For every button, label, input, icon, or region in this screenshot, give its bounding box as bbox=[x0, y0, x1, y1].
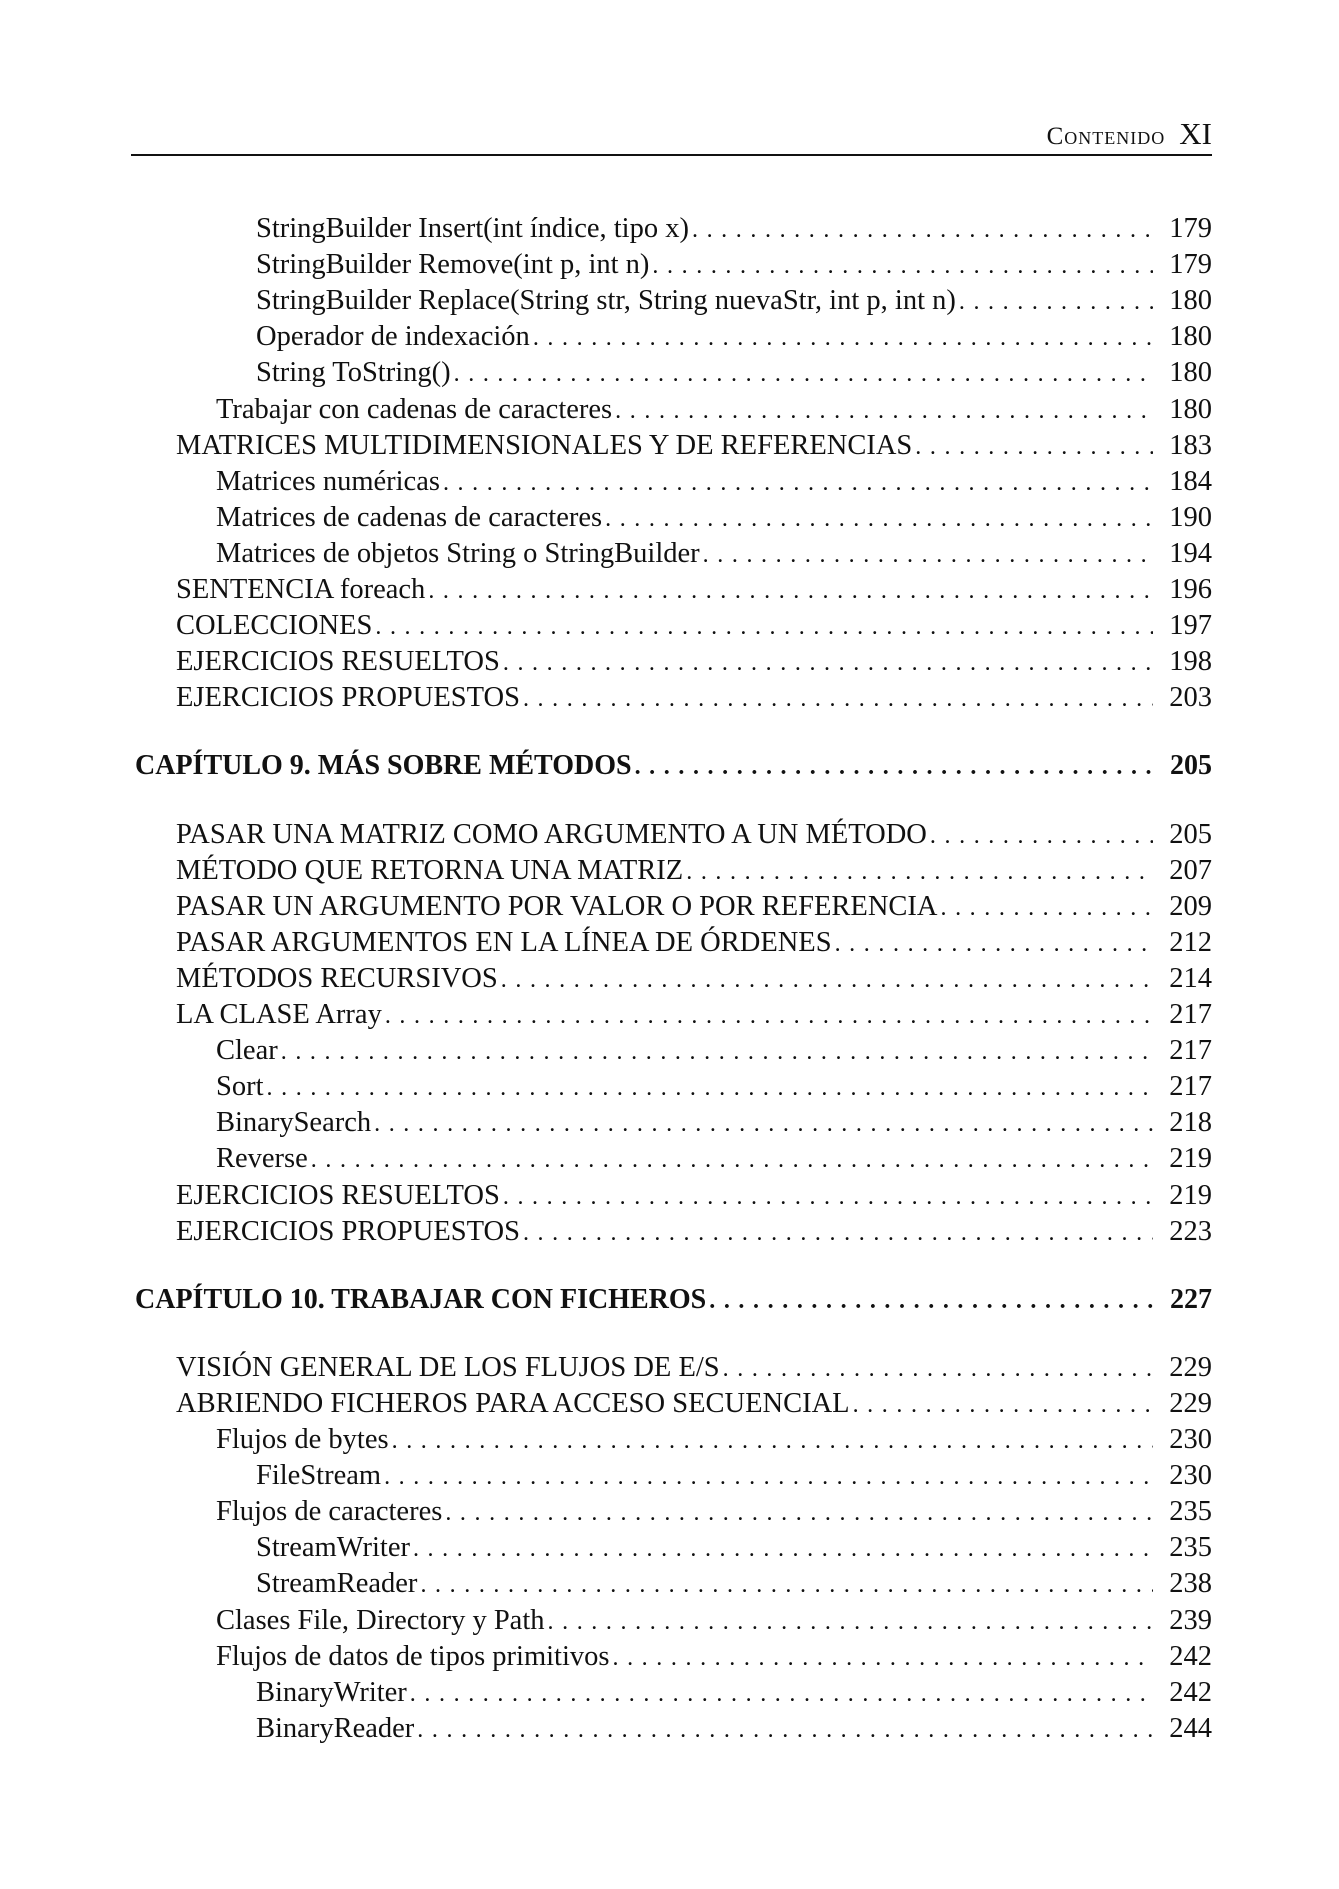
toc-entry-title: String ToString() bbox=[256, 357, 451, 389]
toc-entry-title: Matrices de objetos String o StringBuilder bbox=[216, 537, 700, 569]
toc-leader-dots bbox=[915, 429, 1153, 465]
toc-entry-title: BinaryWriter bbox=[256, 1676, 407, 1708]
toc-entry-title: VISIÓN GENERAL DE LOS FLUJOS DE E/S bbox=[176, 1351, 720, 1383]
toc-entry-page: 235 bbox=[1169, 1496, 1212, 1528]
toc-entry bbox=[0, 1141, 1212, 1177]
toc-entry-page: 230 bbox=[1169, 1460, 1212, 1492]
toc-leader-dots bbox=[615, 393, 1153, 429]
toc-entry-title: EJERCICIOS PROPUESTOS bbox=[176, 682, 520, 714]
toc-entry-page: 227 bbox=[1170, 1283, 1212, 1315]
toc-entry-title: EJERCICIOS RESUELTOS bbox=[176, 1179, 500, 1211]
toc-leader-dots bbox=[940, 890, 1153, 926]
running-head-label: Contenido bbox=[1046, 123, 1166, 150]
toc-leader-dots bbox=[503, 1179, 1153, 1215]
toc-entry-page: 184 bbox=[1169, 465, 1212, 497]
toc-entry bbox=[0, 997, 1212, 1033]
toc-entry-page: 194 bbox=[1169, 537, 1212, 569]
toc-leader-dots bbox=[417, 1712, 1153, 1748]
toc-entry bbox=[0, 1033, 1212, 1069]
toc-entry-page: 239 bbox=[1169, 1604, 1212, 1636]
toc-leader-dots bbox=[612, 1640, 1153, 1676]
toc-entry-page: 217 bbox=[1169, 999, 1212, 1030]
toc-entry-page: 190 bbox=[1169, 501, 1212, 533]
toc-entry-page: 229 bbox=[1169, 1387, 1212, 1419]
toc-entry-title: BinarySearch bbox=[216, 1107, 372, 1139]
toc-entry-title: COLECCIONES bbox=[176, 610, 373, 642]
toc-entry-title: EJERCICIOS RESUELTOS bbox=[176, 646, 500, 678]
toc-entry bbox=[0, 536, 1212, 572]
toc-entry bbox=[0, 961, 1212, 997]
toc-entry-title: Flujos de caracteres bbox=[216, 1496, 443, 1528]
toc-leader-dots bbox=[853, 1387, 1153, 1423]
toc-entry bbox=[0, 1105, 1212, 1141]
toc-entry-page: 205 bbox=[1170, 750, 1212, 782]
toc-entry-page: 209 bbox=[1169, 890, 1212, 922]
toc-entry-title: Matrices numéricas bbox=[216, 465, 440, 497]
toc-entry bbox=[0, 1603, 1212, 1639]
toc-entry bbox=[0, 853, 1212, 889]
toc-entry-page: 183 bbox=[1169, 429, 1212, 461]
toc-entry bbox=[0, 319, 1212, 355]
toc-entry-page: 205 bbox=[1169, 818, 1212, 850]
toc-entry-page: 179 bbox=[1169, 213, 1212, 244]
toc-leader-dots bbox=[501, 962, 1153, 998]
toc-leader-dots bbox=[959, 284, 1153, 320]
toc-entry-page: 212 bbox=[1169, 926, 1212, 958]
toc-leader-dots bbox=[374, 1106, 1153, 1142]
toc-entry-title: Sort bbox=[216, 1071, 264, 1103]
toc-entry-title: PASAR UNA MATRIZ COMO ARGUMENTO A UN MÉTODO bbox=[176, 818, 927, 850]
toc-entry-page: 203 bbox=[1169, 682, 1212, 714]
toc-entry bbox=[0, 247, 1212, 283]
toc-entry bbox=[0, 925, 1212, 961]
toc-entry-page: 238 bbox=[1169, 1568, 1212, 1600]
toc-entry-title: StringBuilder Replace(String str, String nuevaStr, int p, int n) bbox=[256, 285, 956, 317]
toc-entry-title: StreamWriter bbox=[256, 1532, 410, 1564]
toc-leader-dots bbox=[723, 1351, 1153, 1387]
toc-entry bbox=[0, 572, 1212, 608]
toc-entry-title: PASAR UN ARGUMENTO POR VALOR O POR REFERENCIA bbox=[176, 890, 938, 922]
toc-entry bbox=[0, 644, 1212, 680]
toc-entry-title: BinaryReader bbox=[256, 1712, 415, 1744]
toc-leader-dots bbox=[605, 501, 1153, 537]
toc-entry-title: Flujos de bytes bbox=[216, 1424, 389, 1455]
toc-entry-title: ABRIENDO FICHEROS PARA ACCESO SECUENCIAL bbox=[176, 1387, 850, 1419]
toc-chapter-entry bbox=[0, 748, 1212, 784]
toc-leader-dots bbox=[420, 1567, 1153, 1603]
toc-leader-dots bbox=[311, 1142, 1153, 1178]
toc-entry-title: Reverse bbox=[216, 1143, 308, 1175]
toc-entry bbox=[0, 1214, 1212, 1250]
toc-leader-dots bbox=[410, 1676, 1153, 1712]
toc-entry bbox=[0, 392, 1212, 428]
toc-leader-dots bbox=[454, 356, 1153, 392]
toc-leader-dots bbox=[635, 749, 1153, 785]
toc-entry bbox=[0, 1178, 1212, 1214]
toc-entry bbox=[0, 889, 1212, 925]
toc-entry-title: PASAR ARGUMENTOS EN LA LÍNEA DE ÓRDENES bbox=[176, 926, 832, 958]
toc-leader-dots bbox=[703, 537, 1153, 573]
toc-entry-title: Trabajar con cadenas de caracteres bbox=[216, 393, 613, 425]
toc-entry-page: 218 bbox=[1169, 1107, 1212, 1139]
toc-leader-dots bbox=[281, 1034, 1153, 1070]
toc-entry-title: Operador de indexación bbox=[256, 321, 530, 353]
toc-entry-title: Clear bbox=[216, 1035, 278, 1067]
toc-entry-page: 230 bbox=[1169, 1424, 1212, 1455]
toc-leader-dots bbox=[523, 681, 1153, 717]
toc-leader-dots bbox=[445, 1495, 1153, 1531]
running-head-page-number: XI bbox=[1179, 116, 1212, 151]
toc-leader-dots bbox=[384, 1459, 1153, 1495]
toc-entry-title: MÉTODO QUE RETORNA UNA MATRIZ bbox=[176, 854, 684, 886]
toc-leader-dots bbox=[267, 1070, 1153, 1106]
toc-entry bbox=[0, 608, 1212, 644]
toc-entry-title: Matrices de cadenas de caracteres bbox=[216, 501, 603, 533]
toc-entry bbox=[0, 464, 1212, 500]
toc-entry-page: 180 bbox=[1169, 357, 1212, 389]
toc-entry bbox=[0, 500, 1212, 536]
toc-entry-page: 207 bbox=[1169, 854, 1212, 886]
toc-entry-title: StringBuilder Remove(int p, int n) bbox=[256, 249, 650, 281]
toc-entry-title: StreamReader bbox=[256, 1568, 418, 1600]
toc-entry-page: 180 bbox=[1169, 285, 1212, 317]
toc-entry bbox=[0, 1530, 1212, 1566]
toc-entry-page: 198 bbox=[1169, 646, 1212, 678]
toc-entry-page: 196 bbox=[1169, 574, 1212, 605]
toc-entry bbox=[0, 1566, 1212, 1602]
toc-entry bbox=[0, 1422, 1212, 1458]
toc-entry-page: 197 bbox=[1169, 610, 1212, 642]
toc-entry-title: MATRICES MULTIDIMENSIONALES Y DE REFERENCIAS bbox=[176, 429, 913, 461]
toc-leader-dots bbox=[428, 573, 1153, 609]
toc-entry-page: 219 bbox=[1169, 1143, 1212, 1175]
toc-entry bbox=[0, 1494, 1212, 1530]
toc-entry bbox=[0, 1639, 1212, 1675]
toc-leader-dots bbox=[709, 1283, 1153, 1319]
toc-entry bbox=[0, 1458, 1212, 1494]
toc-entry-title: Flujos de datos de tipos primitivos bbox=[216, 1640, 610, 1672]
toc-leader-dots bbox=[375, 609, 1153, 645]
toc-entry-title: StringBuilder Insert(int índice, tipo x) bbox=[256, 213, 689, 244]
toc-entry bbox=[0, 283, 1212, 319]
toc-leader-dots bbox=[835, 926, 1153, 962]
toc-entry-page: 229 bbox=[1169, 1351, 1212, 1383]
toc-entry bbox=[0, 817, 1212, 853]
toc-entry-page: 242 bbox=[1169, 1640, 1212, 1672]
toc-leader-dots bbox=[523, 1215, 1153, 1251]
toc-entry-page: 180 bbox=[1169, 321, 1212, 353]
toc-leader-dots bbox=[443, 465, 1153, 501]
toc-entry bbox=[0, 1350, 1212, 1386]
toc-entry-page: 180 bbox=[1169, 393, 1212, 425]
toc-entry-title: MÉTODOS RECURSIVOS bbox=[176, 962, 498, 994]
toc-leader-dots bbox=[548, 1604, 1154, 1640]
toc-entry-page: 223 bbox=[1169, 1215, 1212, 1247]
toc-entry bbox=[0, 1675, 1212, 1711]
toc-entry-title: CAPÍTULO 9. MÁS SOBRE MÉTODOS bbox=[135, 750, 632, 782]
toc-entry-title: LA CLASE Array bbox=[176, 999, 382, 1030]
toc-leader-dots bbox=[413, 1531, 1153, 1567]
toc-entry-page: 217 bbox=[1169, 1035, 1212, 1067]
toc-leader-dots bbox=[692, 212, 1153, 248]
toc-leader-dots bbox=[503, 645, 1153, 681]
toc-entry-page: 235 bbox=[1169, 1532, 1212, 1564]
toc-leader-dots bbox=[533, 320, 1153, 356]
toc-leader-dots bbox=[686, 854, 1153, 890]
toc-entry-title: SENTENCIA foreach bbox=[176, 574, 426, 605]
toc-entry bbox=[0, 211, 1212, 247]
toc-leader-dots bbox=[392, 1423, 1153, 1459]
toc-entry-page: 179 bbox=[1169, 249, 1212, 281]
toc-entry-page: 244 bbox=[1169, 1712, 1212, 1744]
toc-leader-dots bbox=[930, 818, 1153, 854]
toc-entry-page: 219 bbox=[1169, 1179, 1212, 1211]
toc-entry-title: Clases File, Directory y Path bbox=[216, 1604, 545, 1636]
toc-entry bbox=[0, 428, 1212, 464]
toc-entry bbox=[0, 1711, 1212, 1747]
toc-entry-title: CAPÍTULO 10. TRABAJAR CON FICHEROS bbox=[135, 1283, 707, 1315]
toc-entry bbox=[0, 1386, 1212, 1422]
toc-entry-page: 242 bbox=[1169, 1676, 1212, 1708]
toc-leader-dots bbox=[385, 998, 1153, 1034]
toc-entry bbox=[0, 1069, 1212, 1105]
toc-chapter-entry bbox=[0, 1282, 1212, 1318]
toc-entry-title: EJERCICIOS PROPUESTOS bbox=[176, 1215, 520, 1247]
toc-entry bbox=[0, 680, 1212, 716]
toc-leader-dots bbox=[652, 248, 1153, 284]
toc-entry bbox=[0, 355, 1212, 391]
toc-entry-title: FileStream bbox=[256, 1460, 382, 1492]
toc-entry-page: 214 bbox=[1169, 962, 1212, 994]
toc-entry-page: 217 bbox=[1169, 1071, 1212, 1103]
